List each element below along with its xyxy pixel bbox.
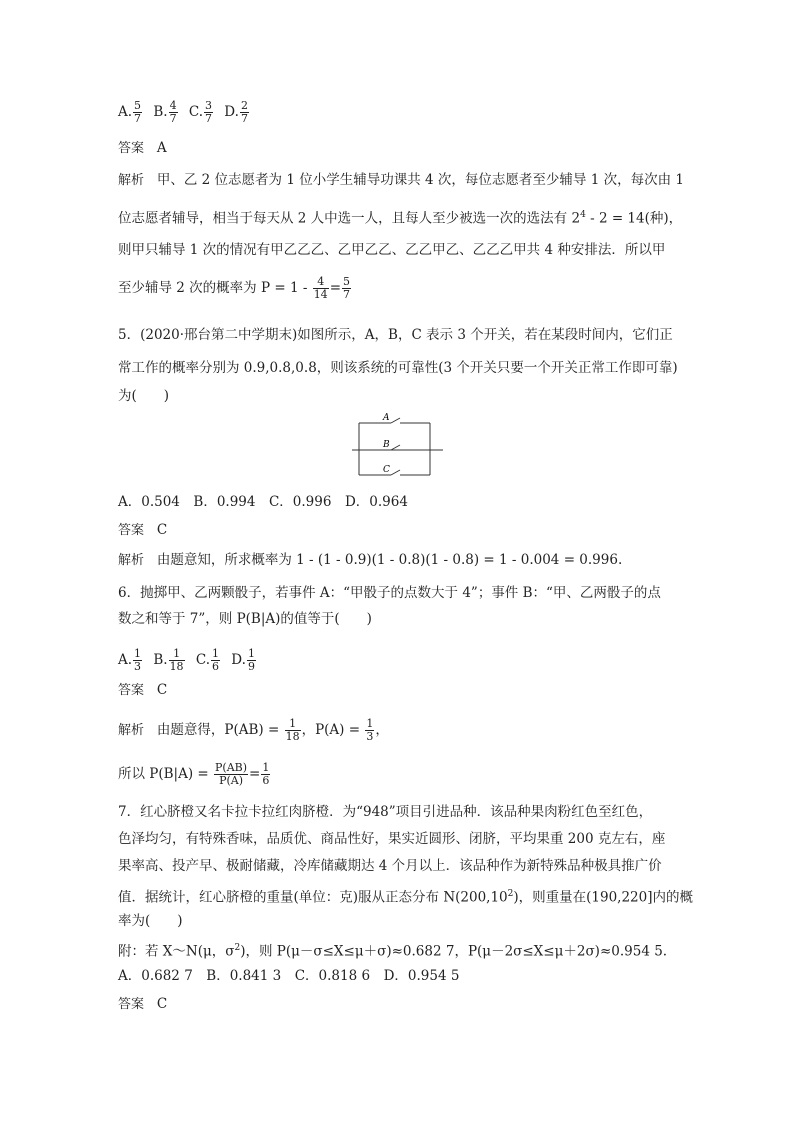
q6-analysis: 解析 由题意得，P(AB) = $\frac{1}{18}$ ，P(A) = $\frac{1}{3}$ ，: [118, 717, 389, 743]
q4-options: [118, 100, 256, 125]
switch-a-blade: [391, 418, 400, 423]
q6-option-d[interactable]: D. $\frac{1}{9}$: [231, 647, 255, 673]
q7-appendix: 附：若 X～N(μ，$\sigma^2$)，则 P(μ－σ≤X≤μ＋σ)≈0.682 7，P(μ－2σ≤X≤μ＋2σ)≈0.954 5.: [118, 943, 668, 960]
q7-answer: 答案 C: [118, 996, 168, 1012]
q4-answer: 答案 A: [118, 140, 167, 156]
q5-answer: 答案 C: [118, 522, 168, 538]
switch-b-blade: [391, 445, 400, 450]
q4-analysis-line1: 解析 甲、乙 2 位志愿者为 1 位小学生辅导功课共 4 次，每位志愿者至少辅导 1 次，每次由 1: [118, 172, 684, 188]
switch-c-blade: [391, 470, 400, 475]
q4-option-c[interactable]: C. $\frac{3}{7}$: [188, 99, 212, 125]
q6-option-a[interactable]: A. $\frac{1}{3}$: [118, 647, 142, 673]
switch-a-label: A: [383, 413, 390, 423]
q7-stem-line3: 果率高、投产早、极耐储藏，冷库储藏期达 4 个月以上．该品种作为新特殊品种极具推广价: [118, 858, 662, 874]
q6-options: [118, 648, 263, 673]
q5-options[interactable]: A．0.504 B．0.994 C．0.996 D．0.964: [118, 494, 408, 510]
q5-circuit-diagram: [345, 410, 450, 485]
q5-stem-line3: 为( ): [118, 388, 170, 404]
switch-c-label: C: [383, 465, 390, 475]
q6-therefore: 所以 P(B|A) = $\frac{P(AB)}{P(A)}$ = $\frac{1}{6}$: [118, 761, 270, 787]
q4-option-a[interactable]: A. $\frac{5}{7}$: [118, 99, 142, 125]
q4-analysis-line2: 位志愿者辅导，相当于每天从 2 人中选一人，且每人至少被选一次的选法有 $2^4 - 2 = 14$(种)，: [118, 210, 683, 227]
q7-stem-line5: 率为( ): [118, 913, 183, 929]
q7-options[interactable]: A．0.682 7 B．0.841 3 C．0.818 6 D．0.954 5: [118, 968, 460, 984]
switch-b-label: B: [383, 440, 390, 450]
q7-stem-line1: 7．红心脐橙又名卡拉卡拉红肉脐橙．为“948”项目引进品种．该品种果肉粉红色至红色，: [118, 804, 653, 820]
q6-stem-line1: 6．抛掷甲、乙两颗骰子，若事件 A：“甲骰子的点数大于 4”；事件 B：“甲、乙两骰子的点: [118, 585, 661, 601]
q7-stem-line4: 值．据统计，红心脐橙的重量(单位：克)服从正态分布 N(200,10$^2$)，则重量在(190,220]内的概: [118, 889, 694, 906]
q4-analysis-line4: 至少辅导 2 次的概率为 P = 1 - $\frac{4}{14}$ = $\frac{5}{7}$: [118, 275, 350, 301]
q4-option-b[interactable]: B. $\frac{4}{7}$: [153, 99, 177, 125]
q4-option-d[interactable]: D. $\frac{2}{7}$: [224, 99, 248, 125]
q5-analysis: 解析 由题意知，所求概率为 1 - (1 - 0.9)(1 - 0.8)(1 - 0.8) = 1 - 0.004 = 0.996.: [118, 552, 623, 568]
q5-stem-line1: 5．(2020·邢台第二中学期末)如图所示，A，B，C 表示 3 个开关，若在某段时间内，它们正: [118, 327, 673, 343]
q6-option-b[interactable]: B. $\frac{1}{18}$: [153, 647, 184, 673]
q6-stem-line2: 数之和等于 7”，则 P(B|A)的值等于( ): [118, 611, 372, 627]
q6-answer: 答案 C: [118, 682, 168, 698]
q6-option-c[interactable]: C. $\frac{1}{6}$: [195, 647, 219, 673]
q4-analysis-line3: 则甲只辅导 1 次的情况有甲乙乙乙、乙甲乙乙、乙乙甲乙、乙乙乙甲共 4 种安排法．所以甲: [118, 242, 666, 258]
q5-stem-line2: 常工作的概率分别为 0.9,0.8,0.8，则该系统的可靠性(3 个开关只要一个开关正常工作即可靠): [118, 360, 678, 376]
q7-stem-line2: 色泽均匀，有特殊香味，品质优、商品性好，果实近圆形、闭脐，平均果重 200 克左右，座: [118, 831, 666, 847]
